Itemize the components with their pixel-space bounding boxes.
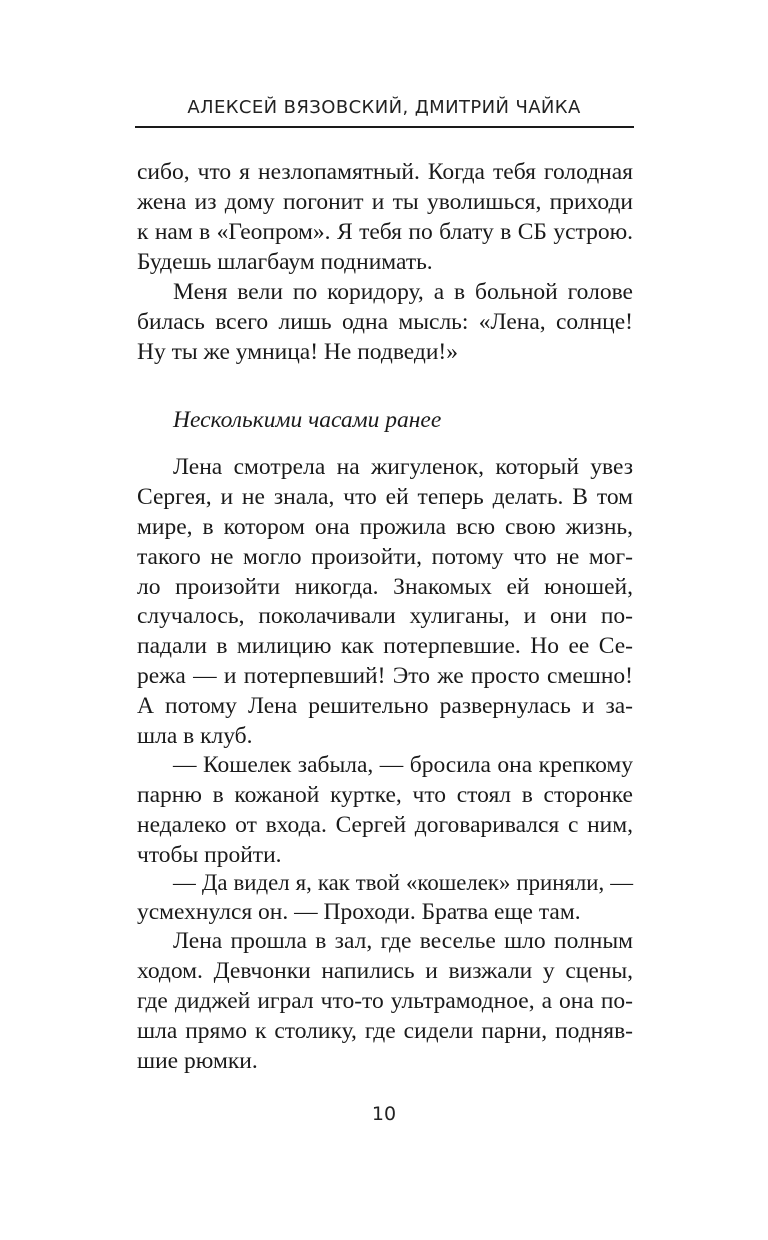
text-line: Меня вели по коридору, а в больной голове <box>173 279 633 305</box>
text-line: — Да видел я, как твой «кошелек» приняли, — <box>173 870 633 895</box>
text-line: где диджей играл что-то ультрамодное, а она по- <box>137 987 633 1014</box>
text-line: чтобы пройти. <box>137 841 282 868</box>
paragraph <box>137 751 633 871</box>
text-line: Будешь шлагбаум поднимать. <box>137 248 433 275</box>
text-line: билась всего лишь одна мысль: «Лена, солнце! <box>137 308 633 335</box>
paragraph <box>137 453 633 752</box>
text-line: Лена смотрела на жигуленок, который увез <box>173 454 633 480</box>
text-line: шла в клуб. <box>137 723 253 750</box>
text-line: усмехнулся он. — Проходи. Братва еще там. <box>137 898 581 925</box>
text-line: шла прямо к столику, где сидели парни, подняв- <box>137 1017 633 1044</box>
text-line: случалось, поколачивали хулиганы, и они по- <box>137 603 633 630</box>
text-line: жена из дому погонит и ты уволишься, приходи <box>137 188 633 215</box>
header-rule <box>135 126 634 128</box>
text-line: мире, в котором она прожила всю свою жизнь, <box>137 513 633 540</box>
text-line: — Кошелек забыла, — бросила она крепкому <box>173 752 633 778</box>
text-line: падали в милицию как потерпевшие. Но ее Се- <box>137 633 633 660</box>
paragraph <box>137 278 633 368</box>
text-line: ло произойти никогда. Знакомых ей юношей, <box>137 573 633 600</box>
text-line: парню в кожаной куртке, что стоял в сторонке <box>137 781 633 808</box>
text-line: Сергея, и не знала, что ей теперь делать. В том <box>137 483 633 510</box>
text-line: недалеко от входа. Сергей договаривался с ним, <box>137 811 633 838</box>
text-line: сибо, что я незлопамятный. Когда тебя голодная <box>137 159 633 185</box>
text-line: Ну ты же умница! Не подведи!» <box>137 338 459 365</box>
paragraph <box>137 927 633 1076</box>
running-head: АЛЕКСЕЙ ВЯЗОВСКИЙ, ДМИТРИЙ ЧАЙКА <box>187 97 581 118</box>
text-line: Лена прошла в зал, где веселье шло полным <box>173 928 633 954</box>
text-line: ходом. Девчонки напились и визжали у сцены, <box>137 957 633 984</box>
text-line: такого не могло произойти, потому что не мог- <box>137 543 633 570</box>
text-line: А потому Лена решительно развернулась и за- <box>137 693 633 720</box>
paragraph <box>137 868 633 928</box>
text-line: шие рюмки. <box>137 1047 258 1074</box>
text-line: режа — и потерпевший! Это же просто смешно! <box>137 663 633 690</box>
paragraph <box>137 158 633 278</box>
section-title: Несколькими часами ранее <box>173 407 442 433</box>
page-number: 10 <box>371 1103 397 1125</box>
text-line: к нам в «Геопром». Я тебя по блату в СБ устрою. <box>137 218 633 245</box>
